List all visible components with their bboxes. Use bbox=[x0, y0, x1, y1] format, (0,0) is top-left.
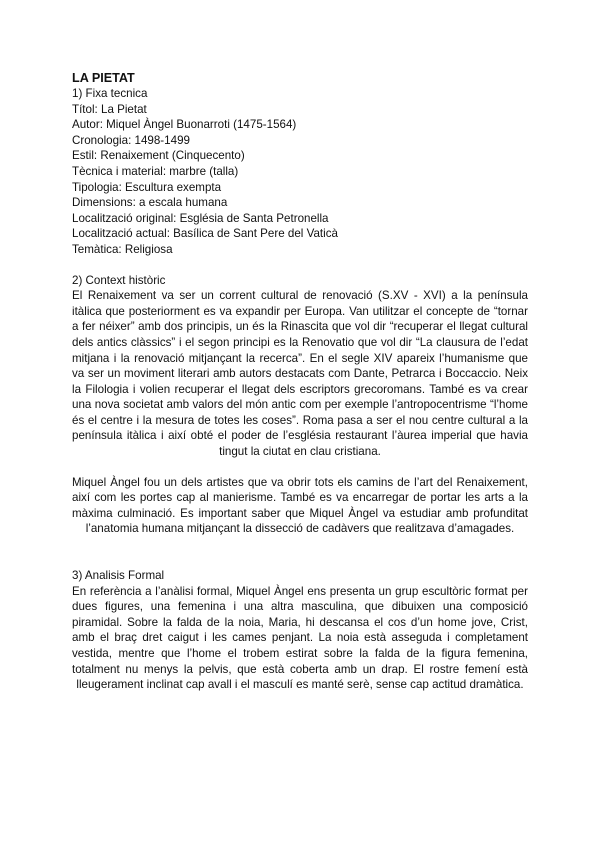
fitxa-line-tecnica: Tècnica i material: marbre (talla) bbox=[72, 164, 239, 178]
fitxa-line-localitzacio-actual: Localització actual: Basílica de Sant Pere del Vaticà bbox=[72, 227, 338, 241]
section-analisi-heading: 3) Analisis Formal bbox=[72, 569, 165, 583]
section-spacer bbox=[72, 258, 528, 273]
fitxa-line-autor: Autor: Miquel Àngel Buonarroti (1475-1564) bbox=[72, 118, 297, 132]
section-context-heading: 2) Context històric bbox=[72, 273, 166, 287]
fitxa-line-tematica: Temàtica: Religiosa bbox=[72, 242, 173, 256]
context-paragraph-miquel-angel: Miquel Àngel fou un dels artistes que va obrir tots els camins de l’art del Renaixement, així com les portes cap al manierisme. També es va encarregar de portar les arts a la màxima culminació. Es important saber que Miquel Àngel va estudiar amb profunditat l’anatomia humana mitjançant la dissecció de cadàvers que realitzava d’amagades. bbox=[72, 475, 528, 536]
analisi-paragraph: En referència a l’anàlisi formal, Miquel Àngel ens presenta un grup escultòric format per dues figures, una femenina i una altra masculina, que dibuixen una composició piramidal. Sobre la falda de la noia, Maria, hi descansa el cos d’un home jove, Crist, amb el braç dret caigut i les cames penjant. La noia està asseguda i completament vestida, mentre que l’home el trobem estirat sobre la falda de la figura femenina, totalment nu menys la pelvis, que està coberta amb un drap. El rostre femení està lleugerament inclinat cap avall i el masculí es manté serè, sense cap actitud dramàtica. bbox=[72, 584, 528, 692]
fitxa-line-titol: Títol: La Pietat bbox=[72, 102, 147, 116]
section-fitxa-heading: 1) Fixa tecnica bbox=[72, 87, 148, 100]
fitxa-line-tipologia: Tipologia: Escultura exempta bbox=[72, 180, 222, 194]
fitxa-line-localitzacio-original: Localització original: Església de Santa Petronella bbox=[72, 211, 329, 225]
document-title: LA PIETAT bbox=[72, 71, 135, 85]
section-analisi bbox=[72, 568, 528, 693]
fitxa-line-cronologia: Cronologia: 1498-1499 bbox=[72, 133, 190, 147]
section-context bbox=[72, 273, 528, 538]
section-fitxa bbox=[72, 86, 528, 258]
paragraph-spacer bbox=[72, 460, 528, 475]
fitxa-line-estil: Estil: Renaixement (Cinquecento) bbox=[72, 149, 245, 163]
document-page bbox=[72, 70, 528, 693]
section-spacer bbox=[72, 537, 528, 568]
context-paragraph-renaixement: El Renaixement va ser un corrent cultural de renovació (S.XV - XVI) a la península itàlica que posteriorment es va expandir per Europa. Van utilitzar el concepte de “tornar a fer néixer” amb dos principis, un és la Rinascita que vol dir “recuperar el llegat cultural dels antics clàssics” i el segon principi es la Renovatio que vol dir “La clausura de l’edat mitjana i la renovació mitjançant la recerca”. En el segle XIV apareix l’humanisme que va ser un moviment literari amb autors destacats com Dante, Petrarca i Boccaccio. Neix la Filologia i volien recuperar el llegat dels escriptors grecoromans. També es va crear una nova societat amb valors del món antic com per exemple l’antropocentrisme “l’home és el centre i la mesura de totes les coses”. Roma pasa a ser el nou centre cultural a la península itàlica i així obté el poder de l’església restaurant l’àurea imperial que havia tingut la ciutat en clau cristiana. bbox=[72, 289, 528, 459]
fitxa-line-dimensions: Dimensions: a escala humana bbox=[72, 196, 228, 210]
